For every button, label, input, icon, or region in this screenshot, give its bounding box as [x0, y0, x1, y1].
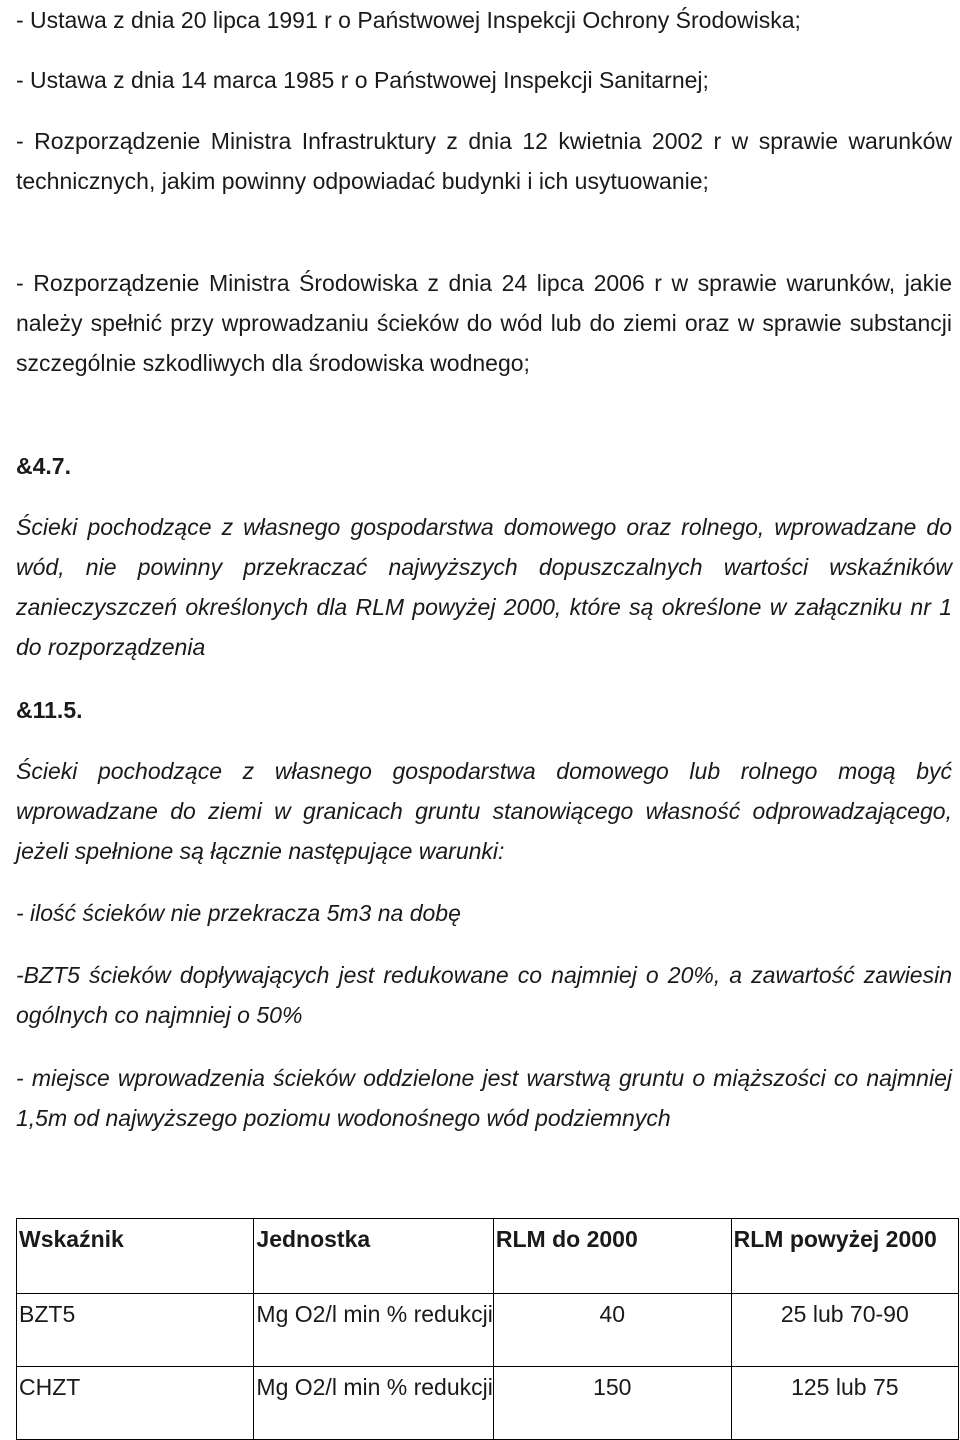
table-header-row — [17, 1219, 959, 1294]
table-cell: 150 — [493, 1367, 731, 1440]
condition-item: - ilość ścieków nie przekracza 5m3 na dobę — [16, 900, 461, 926]
legal-basis-item: - Ustawa z dnia 20 lipca 1991 r o Państwowej Inspekcji Ochrony Środowiska; — [16, 7, 801, 33]
legal-basis-item: - Ustawa z dnia 14 marca 1985 r o Państwowej Inspekcji Sanitarnej; — [16, 67, 709, 93]
condition-item: - miejsce wprowadzenia ścieków oddzielone jest warstwą gruntu o miąższości co najmniej 1,5m od najwyższego poziomu wodonośnego wód podziemnych — [16, 1065, 952, 1131]
legal-basis-item: - Rozporządzenie Ministra Infrastruktury z dnia 12 kwietnia 2002 r w sprawie warunków technicznych, jakim powinny odpowiadać budynki i ich usytuowanie; — [16, 128, 952, 194]
section-heading: &11.5. — [16, 697, 83, 723]
table-cell: 125 lub 75 — [731, 1367, 958, 1440]
table-cell: Mg O2/l min % redukcji — [254, 1294, 493, 1367]
table-cell: 25 lub 70-90 — [731, 1294, 958, 1367]
table-row — [17, 1367, 959, 1440]
table-cell: CHZT — [17, 1367, 254, 1440]
indicator-table — [16, 1218, 959, 1440]
table-row — [17, 1294, 959, 1367]
table-cell: BZT5 — [17, 1294, 254, 1367]
condition-item: -BZT5 ścieków dopływających jest redukowane co najmniej o 20%, a zawartość zawiesin ogólnych co najmniej o 50% — [16, 962, 952, 1028]
table-cell: 40 — [493, 1294, 731, 1367]
table-cell: Mg O2/l min % redukcji — [254, 1367, 493, 1440]
table-header-cell: Jednostka — [254, 1219, 493, 1294]
section-text: Ścieki pochodzące z własnego gospodarstwa domowego lub rolnego mogą być wprowadzane do ziemi w granicach gruntu stanowiącego własność odprowadzającego, jeżeli spełnione są łącznie następujące warunki: — [16, 758, 952, 864]
table-header-cell: RLM do 2000 — [493, 1219, 731, 1294]
legal-basis-item: - Rozporządzenie Ministra Środowiska z dnia 24 lipca 2006 r w sprawie warunków, jakie należy spełnić przy wprowadzaniu ścieków do wód lub do ziemi oraz w sprawie substancji szczególnie szkodliwych dla środowiska wodnego; — [16, 270, 952, 376]
section-text: Ścieki pochodzące z własnego gospodarstwa domowego oraz rolnego, wprowadzane do wód, nie powinny przekraczać najwyższych dopuszczalnych wartości wskaźników zanieczyszczeń określonych dla RLM powyżej 2000, które są określone w załączniku nr 1 do rozporządzenia — [16, 514, 952, 660]
table-header-cell: RLM powyżej 2000 — [731, 1219, 958, 1294]
section-heading: &4.7. — [16, 453, 71, 479]
table-header-cell: Wskaźnik — [17, 1219, 254, 1294]
